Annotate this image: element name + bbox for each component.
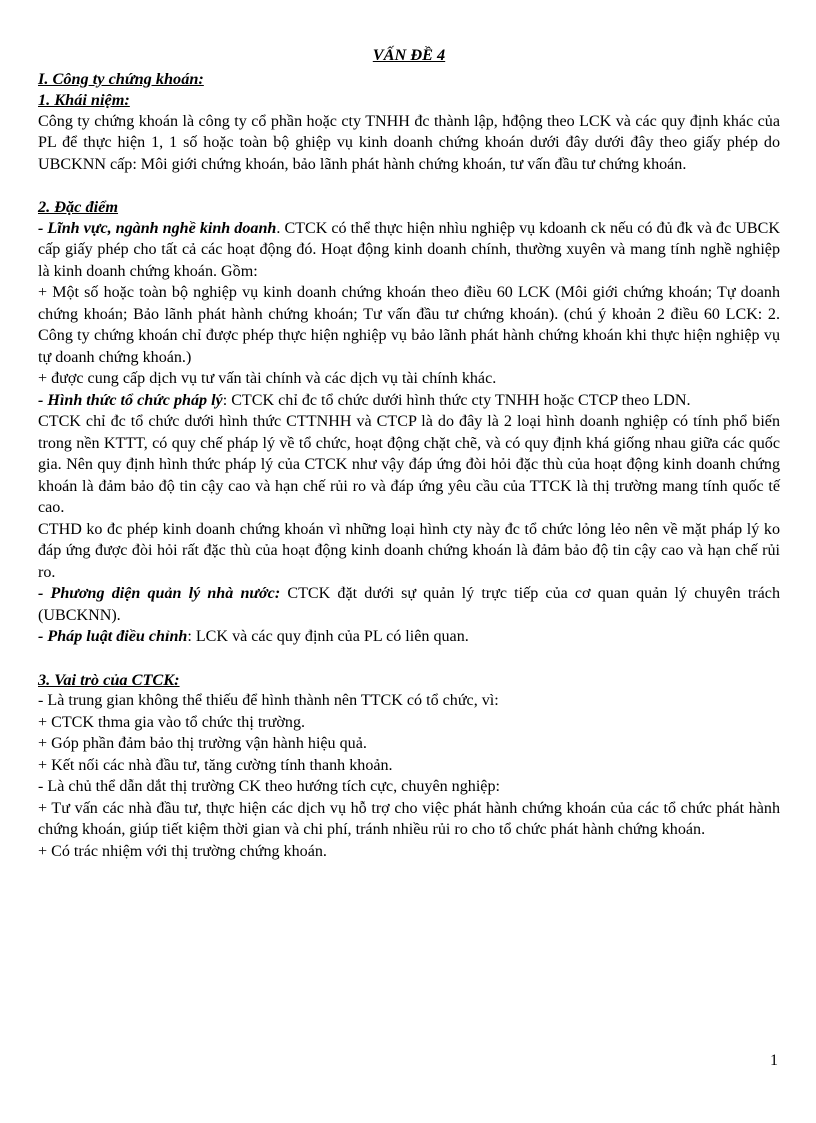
role-line: + Tư vấn các nhà đầu tư, thực hiện các dịch vụ hỗ trợ cho việc phát hành chứng khoán của các tổ chức phát hành chứng khoán, giúp tiết kiệm thời gian và chi phí, tránh nhiều rủi ro cho tổ chức phát hành chứng khoán. xyxy=(38,799,780,838)
role-line: + CTCK thma gia vào tổ chức thị trường. xyxy=(38,713,306,731)
legal-form-explanation: CTCK chỉ đc tổ chức dưới hình thức CTTNHH và CTCP là do đây là 2 loại hình doanh nghiệp có tính phổ biến trong nền KTTT, có quy chế pháp lý về tổ chức, hoạt động chặt chẽ, và có quy định khá giống nhau giữa các quốc gia. Nên quy định hình thức pháp lý của CTCK như vậy đáp ứng đòi hỏi đặc thù của hoạt động kinh doanh chứng khoán là đảm bảo độ tin cậy cao và hạn chế rủi ro và đáp ứng yêu cầu của TTCK là thị trường mang tính quốc tế cao. xyxy=(38,413,780,516)
governing-law-lead: - Pháp luật điều chỉnh xyxy=(38,628,188,645)
governing-law-text: : LCK và các quy định của PL có liên quan. xyxy=(187,628,469,645)
role-line: + Kết nối các nhà đầu tư, tăng cường tính thanh khoản. xyxy=(38,756,393,774)
state-management-text: CTCK đặt dưới sự quản lý trực tiếp của cơ quan quản lý chuyên trách (UBCKNN). xyxy=(38,585,780,624)
document-title: VẤN ĐỀ 4 xyxy=(372,45,446,64)
section-heading: I. Công ty chứng khoán: xyxy=(38,68,204,88)
subsection-heading-role: 3. Vai trò của CTCK: xyxy=(38,669,180,689)
role-line: + Góp phần đảm bảo thị trường vận hành hiệu quả. xyxy=(38,735,367,752)
legal-form-paragraph xyxy=(38,390,780,412)
concept-paragraph: Công ty chứng khoán là công ty cổ phần hoặc cty TNHH đc thành lập, hđộng theo LCK và các quy định khác của PL để thực hiện 1, 1 số hoặc toàn bộ ghiệp vụ kinh doanh chứng khoán dưới đây dưới đây theo giấy phép do UBCKNN cấp: Môi giới chứng khoán, bảo lãnh phát hành chứng khoán, tư vấn đầu tư chứng khoán. xyxy=(38,112,780,173)
subsection-heading-concept: 1. Khái niệm: xyxy=(38,90,130,109)
legal-form-text: : CTCK chỉ đc tổ chức dưới hình thức cty TNHH hoặc CTCP theo LDN. xyxy=(222,391,691,409)
business-field-text: . CTCK có thể thực hiện nhìu nghiệp vụ kdoanh ck nếu có đủ đk và đc UBCK cấp giấy phép cho tất cả các hoạt động đó. Hoạt động kinh doanh chính, thường xuyên và mang tính nghề nghiệp là kinh doanh chứng khoán. Gồm: xyxy=(38,219,780,280)
services-paragraph: + Một số hoặc toàn bộ nghiệp vụ kinh doanh chứng khoán theo điều 60 LCK (Môi giới chứng khoán; Tự doanh chứng khoán; Bảo lãnh phát hành chứng khoán; Tư vấn đầu tư chứng khoán). (chú ý khoản 2 điều 60 LCK: 2. Công ty chứng khoán chỉ được phép thực hiện nghiệp vụ bảo lãnh phát hành chứng khoán khi thực hiện nghiệp vụ tự doanh chứng khoán.) xyxy=(38,284,780,366)
business-field-lead: - Lĩnh vực, ngành nghề kinh doanh xyxy=(38,219,277,237)
role-line: - Là trung gian không thể thiếu để hình thành nên TTCK có tổ chức, vì: xyxy=(38,692,499,709)
cthd-paragraph: CTHD ko đc phép kinh doanh chứng khoán vì những loại hình cty này đc tổ chức lỏng lẻo nên về mặt pháp lý ko đáp ứng được đòi hỏi rất đặc thù của hoạt động kinh doanh chứng khoán là đảm bảo độ tin cậy cao và hạn chế rủi ro. xyxy=(38,520,780,581)
document-page xyxy=(38,44,780,862)
spacer xyxy=(38,648,780,669)
role-line: - Là chủ thể dẫn dắt thị trường CK theo hướng tích cực, chuyên nghiệp: xyxy=(38,778,500,795)
financial-services-paragraph: + được cung cấp dịch vụ tư vấn tài chính và các dịch vụ tài chính khác. xyxy=(38,370,497,387)
role-line: + Có trác nhiệm với thị trường chứng khoán. xyxy=(38,842,327,860)
governing-law-paragraph xyxy=(38,626,780,648)
subsection-heading-characteristics: 2. Đặc điểm xyxy=(38,197,119,216)
state-management-paragraph xyxy=(38,583,780,626)
legal-form-lead: - Hình thức tổ chức pháp lý xyxy=(38,391,223,409)
page-number: 1 xyxy=(770,1052,778,1069)
spacer xyxy=(38,175,780,196)
business-field-paragraph xyxy=(38,218,780,283)
state-management-lead: - Phương diện quản lý nhà nước: xyxy=(38,585,281,602)
